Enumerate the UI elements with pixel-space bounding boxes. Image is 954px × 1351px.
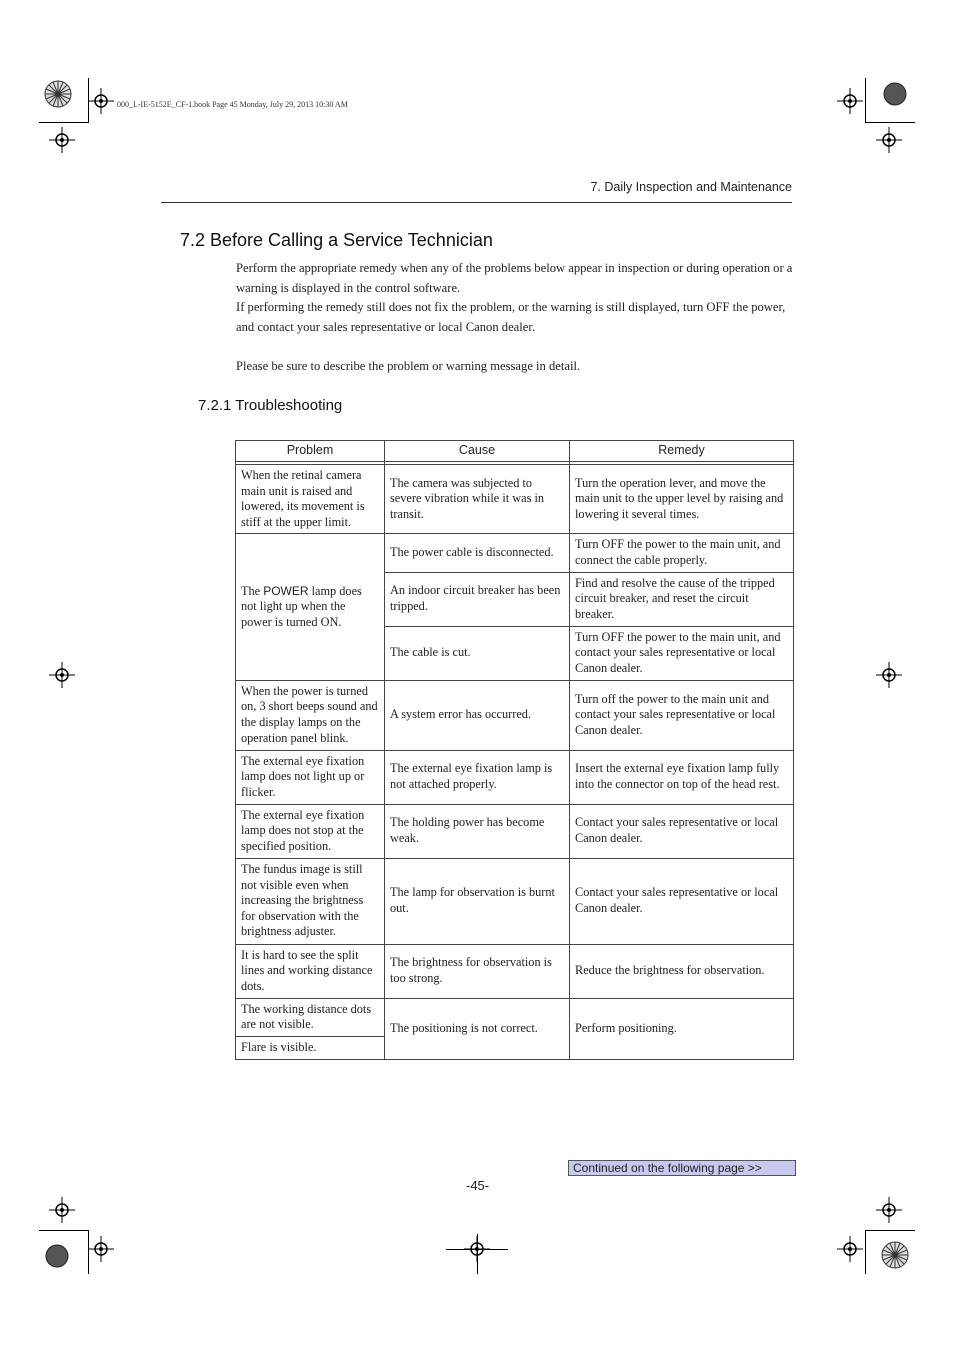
registration-mark-icon [876, 127, 902, 153]
table-row [236, 998, 794, 1036]
star-target-icon [881, 1241, 909, 1269]
column-header-remedy: Remedy [570, 441, 794, 462]
registration-mark-icon [88, 1236, 114, 1262]
cause-cell: An indoor circuit breaker has been tripped. [385, 572, 570, 626]
registration-mark-icon [876, 1197, 902, 1223]
registration-mark-icon [837, 88, 863, 114]
problem-text-pre: The [241, 583, 264, 598]
cause-cell: The power cable is disconnected. [385, 534, 570, 572]
remedy-cell: Turn OFF the power to the main unit, and connect the cable properly. [570, 534, 794, 572]
problem-text-post: lamp does not light up when the power is turned ON. [241, 583, 362, 629]
header-rule [161, 202, 792, 203]
center-crop-line [477, 1234, 478, 1274]
remedy-cell: Perform positioning. [570, 998, 794, 1059]
cause-cell: The positioning is not correct. [385, 998, 570, 1059]
registration-mark-icon [49, 127, 75, 153]
problem-cell: When the retinal camera main unit is raised and lowered, its movement is stiff at the upper limit. [236, 465, 385, 534]
remedy-cell: Find and resolve the cause of the tripped circuit breaker, and reset the circuit breaker. [570, 572, 794, 626]
registration-mark-icon [876, 662, 902, 688]
registration-mark-icon [49, 662, 75, 688]
registration-mark-icon [837, 1236, 863, 1262]
gray-dot-icon [45, 1244, 69, 1268]
print-stamp: 000_L-IE-5152E_CF-1.book Page 45 Monday, July 29, 2013 10:30 AM [117, 100, 348, 109]
power-keyword: POWER [263, 583, 309, 598]
remedy-cell: Turn off the power to the main unit and contact your sales representative or local Canon dealer. [570, 680, 794, 750]
remedy-cell: Reduce the brightness for observation. [570, 944, 794, 998]
remedy-cell: Contact your sales representative or local Canon dealer. [570, 858, 794, 944]
page-number: -45- [466, 1178, 490, 1193]
intro-paragraph-3: Please be sure to describe the problem or warning message in detail. [236, 359, 581, 373]
remedy-cell: Insert the external eye fixation lamp fully into the connector on top of the head rest. [570, 750, 794, 804]
table-row [236, 858, 794, 944]
registration-mark-icon [88, 88, 114, 114]
problem-cell: The working distance dots are not visible. [236, 998, 385, 1036]
cause-cell: The camera was subjected to severe vibration while it was in transit. [385, 465, 570, 534]
problem-cell: Flare is visible. [236, 1036, 385, 1059]
cause-cell: A system error has occurred. [385, 680, 570, 750]
intro-paragraph-1: Perform the appropriate remedy when any of the problems below appear in inspection or during operation or a warning is displayed in the control software. [236, 261, 793, 295]
remedy-cell: Turn OFF the power to the main unit, and contact your sales representative or local Canon dealer. [570, 626, 794, 680]
subsection-title: 7.2.1 Troubleshooting [198, 397, 343, 414]
cause-cell: The cable is cut. [385, 626, 570, 680]
table-row [236, 534, 794, 572]
running-header: 7. Daily Inspection and Maintenance [590, 180, 792, 194]
table-row [236, 750, 794, 804]
table-row [236, 804, 794, 858]
table-row [236, 680, 794, 750]
continued-banner: Continued on the following page >> [568, 1160, 796, 1176]
problem-cell: The fundus image is still not visible even when increasing the brightness for observation with the brightness adjuster. [236, 858, 385, 944]
troubleshooting-table [235, 440, 794, 1060]
problem-cell [236, 534, 385, 680]
column-header-cause: Cause [385, 441, 570, 462]
cause-cell: The holding power has become weak. [385, 804, 570, 858]
remedy-cell: Turn the operation lever, and move the main unit to the upper level by raising and lowering it several times. [570, 465, 794, 534]
registration-mark-icon [49, 1197, 75, 1223]
cause-cell: The external eye fixation lamp is not attached properly. [385, 750, 570, 804]
intro-paragraph-2: If performing the remedy still does not fix the problem, or the warning is still displayed, turn OFF the power, and contact your sales representative or local Canon dealer. [236, 300, 786, 334]
table-row [236, 944, 794, 998]
problem-cell: It is hard to see the split lines and working distance dots. [236, 944, 385, 998]
cause-cell: The brightness for observation is too strong. [385, 944, 570, 998]
star-target-icon [44, 80, 72, 108]
gray-dot-icon [883, 82, 907, 106]
problem-cell: The external eye fixation lamp does not stop at the specified position. [236, 804, 385, 858]
section-title: 7.2 Before Calling a Service Technician [180, 230, 493, 250]
problem-cell: When the power is turned on, 3 short beeps sound and the display lamps on the operation panel blink. [236, 680, 385, 750]
column-header-problem: Problem [236, 441, 385, 462]
table-header-row [236, 441, 794, 462]
cause-cell: The lamp for observation is burnt out. [385, 858, 570, 944]
remedy-cell: Contact your sales representative or local Canon dealer. [570, 804, 794, 858]
problem-cell: The external eye fixation lamp does not light up or flicker. [236, 750, 385, 804]
table-row [236, 465, 794, 534]
